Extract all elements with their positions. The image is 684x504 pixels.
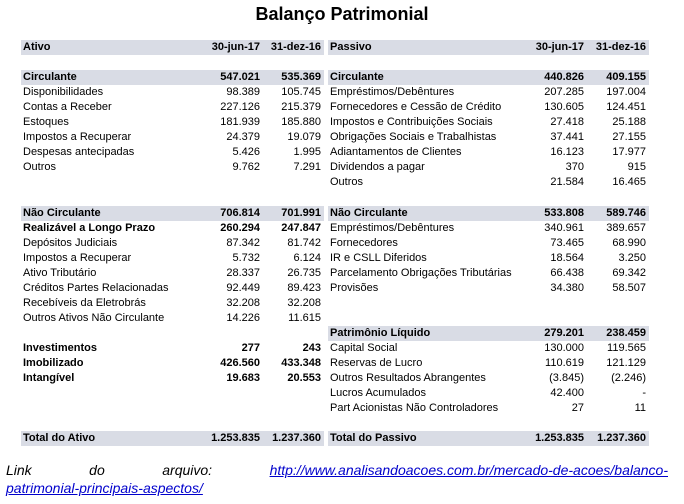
footer-prefix: Link do arquivo: <box>6 462 213 478</box>
passivo-label: Fornecedores <box>330 236 398 249</box>
passivo-line-row <box>328 100 649 115</box>
passivo-value-2017: 130.605 <box>544 101 584 114</box>
passivo-value-2016: 915 <box>627 161 646 174</box>
footer-line-2 <box>6 479 668 497</box>
passivo-value-2017: 34.380 <box>550 281 584 294</box>
passivo-line-row <box>328 115 649 130</box>
passivo-spacer-row <box>328 296 649 311</box>
ativo-line-row <box>21 236 324 251</box>
passivo-line-row <box>328 130 649 145</box>
ativo-value-2017: 706.814 <box>199 206 263 221</box>
passivo-value-2017 <box>524 55 587 70</box>
ativo-label: Contas a Receber <box>23 101 112 114</box>
ativo-spacer-row <box>21 55 324 70</box>
passivo-section-row <box>328 326 649 341</box>
ativo-value-2017: 9.762 <box>232 161 260 174</box>
passivo-spacer-row <box>328 416 649 431</box>
passivo-value-2016 <box>587 311 649 326</box>
passivo-value-2016: 119.565 <box>607 341 646 354</box>
passivo-line-row <box>328 145 649 160</box>
ativo-line-row <box>21 115 324 130</box>
passivo-line-row <box>328 236 649 251</box>
ativo-spacer-row <box>21 175 324 190</box>
ativo-section-row <box>21 431 324 446</box>
ativo-value-2016: 433.348 <box>281 357 321 369</box>
passivo-value-2017: 27.418 <box>550 116 584 129</box>
ativo-value-2017: 260.294 <box>220 221 260 234</box>
ativo-line-row <box>21 371 324 386</box>
ativo-label: Disponibilidades <box>23 86 104 99</box>
passivo-label: Reservas de Lucro <box>330 357 423 369</box>
ativo-line-row <box>21 296 324 311</box>
passivo-value-2017: (3.845) <box>549 372 584 385</box>
ativo-label <box>21 416 199 431</box>
source-link[interactable]: http://www.analisandoacoes.com.br/mercado-de-acoes/balanco- <box>269 462 668 478</box>
passivo-label <box>328 55 524 70</box>
passivo-label: Passivo <box>328 40 524 55</box>
footer-link-text <box>6 461 668 497</box>
passivo-value-2016: 27.155 <box>612 131 646 144</box>
ativo-value-2016: 89.423 <box>287 281 321 294</box>
passivo-value-2017: 73.465 <box>550 236 584 249</box>
passivo-label: Dividendos a pagar <box>330 161 425 174</box>
ativo-spacer-row <box>21 401 324 416</box>
passivo-line-row <box>328 341 649 356</box>
passivo-value-2017: 66.438 <box>550 266 584 279</box>
ativo-value-2017: 426.560 <box>220 357 260 369</box>
ativo-value-2016 <box>263 190 324 205</box>
passivo-label: Circulante <box>328 70 524 85</box>
passivo-value-2016: 197.004 <box>606 86 646 99</box>
passivo-value-2017 <box>524 190 587 205</box>
ativo-value-2016: 247.847 <box>281 221 321 234</box>
passivo-line-row <box>328 266 649 281</box>
passivo-label: Total do Passivo <box>328 431 524 446</box>
passivo-section-row <box>328 70 649 85</box>
passivo-value-2016: (2.246) <box>611 372 646 385</box>
ativo-value-2017: 1.253.835 <box>199 431 263 446</box>
ativo-spacer-row <box>21 416 324 431</box>
passivo-value-2017: 18.564 <box>550 251 584 264</box>
ativo-section-row <box>21 70 324 85</box>
passivo-value-2017: 1.253.835 <box>524 431 587 446</box>
passivo-value-2017: 42.400 <box>550 387 584 400</box>
ativo-value-2016 <box>263 55 324 70</box>
ativo-value-2016: 243 <box>302 341 321 354</box>
passivo-value-2017: 207.285 <box>544 86 584 99</box>
ativo-label: Outros <box>23 161 57 174</box>
passivo-value-2016: 69.342 <box>612 266 646 279</box>
ativo-value-2016: 701.991 <box>263 206 324 221</box>
passivo-value-2017: 16.123 <box>550 146 584 159</box>
ativo-value-2017 <box>199 175 263 190</box>
ativo-line-row <box>21 341 324 356</box>
ativo-value-2016 <box>263 175 324 190</box>
ativo-line-row <box>21 311 324 326</box>
passivo-value-2016: 11 <box>634 402 646 415</box>
passivo-line-row <box>328 221 649 236</box>
passivo-label: Fornecedores e Cessão de Crédito <box>330 101 502 114</box>
passivo-label: Parcelamento Obrigações Tributárias <box>330 266 512 279</box>
passivo-section-row <box>328 40 649 55</box>
passivo-label: Outros <box>330 176 364 189</box>
ativo-value-2017: 24.379 <box>226 131 260 144</box>
ativo-label: Estoques <box>23 116 69 129</box>
ativo-value-2017: 87.342 <box>226 236 260 249</box>
passivo-value-2016 <box>587 190 649 205</box>
passivo-line-row <box>328 356 649 371</box>
passivo-value-2016: 68.990 <box>612 236 646 249</box>
ativo-line-row <box>21 160 324 175</box>
passivo-value-2017 <box>524 296 587 311</box>
ativo-label: Despesas antecipadas <box>23 146 135 159</box>
ativo-line-row <box>21 145 324 160</box>
passivo-value-2016: 58.507 <box>612 281 646 294</box>
ativo-section-row <box>21 206 324 221</box>
passivo-label <box>328 190 524 205</box>
passivo-label: Empréstimos/Debêntures <box>330 221 455 234</box>
passivo-spacer-row <box>328 190 649 205</box>
passivo-line-row <box>328 160 649 175</box>
passivo-value-2016: 17.977 <box>612 146 646 159</box>
ativo-value-2016 <box>263 326 324 341</box>
ativo-label: Créditos Partes Relacionadas <box>23 281 169 294</box>
ativo-label: Circulante <box>21 70 199 85</box>
ativo-value-2017 <box>199 401 263 416</box>
ativo-value-2016: 185.880 <box>281 116 321 129</box>
passivo-value-2016: 16.465 <box>612 176 646 189</box>
ativo-value-2016: 6.124 <box>293 251 321 264</box>
passivo-value-2016 <box>587 296 649 311</box>
ativo-line-row <box>21 251 324 266</box>
ativo-value-2016: 215.379 <box>281 101 321 114</box>
passivo-spacer-row <box>328 55 649 70</box>
passivo-label: Outros Resultados Abrangentes <box>330 372 486 385</box>
passivo-label: Impostos e Contribuições Sociais <box>330 116 493 129</box>
ativo-value-2017: 30-jun-17 <box>199 40 263 55</box>
passivo-value-2017: 340.961 <box>544 221 584 234</box>
ativo-value-2017: 227.126 <box>220 101 260 114</box>
ativo-label: Outros Ativos Não Circulante <box>23 311 165 324</box>
ativo-value-2016: 7.291 <box>293 161 321 174</box>
ativo-value-2017: 14.226 <box>226 311 260 324</box>
footer-line-1 <box>6 461 668 479</box>
ativo-value-2016: 32.208 <box>287 296 321 309</box>
ativo-label <box>21 386 199 401</box>
passivo-line-row <box>328 401 649 416</box>
passivo-value-2017: 279.201 <box>524 326 587 341</box>
ativo-value-2017: 92.449 <box>226 281 260 294</box>
passivo-value-2017 <box>524 416 587 431</box>
passivo-value-2016 <box>587 416 649 431</box>
ativo-label: Intangível <box>23 372 75 385</box>
passivo-label: Part Acionistas Não Controladores <box>330 402 499 415</box>
ativo-value-2016: 19.079 <box>287 131 321 144</box>
passivo-value-2016: - <box>642 387 646 400</box>
ativo-label: Total do Ativo <box>21 431 199 446</box>
passivo-value-2017: 37.441 <box>550 131 584 144</box>
passivo-value-2016: 389.657 <box>606 221 646 234</box>
page-title: Balanço Patrimonial <box>255 4 429 24</box>
ativo-value-2016: 31-dez-16 <box>263 40 324 55</box>
ativo-value-2016: 26.735 <box>287 266 321 279</box>
ativo-line-row <box>21 130 324 145</box>
passivo-value-2016: 25.188 <box>612 116 646 129</box>
ativo-value-2017: 98.389 <box>226 86 260 99</box>
ativo-value-2016: 535.369 <box>263 70 324 85</box>
passivo-section-row <box>328 206 649 221</box>
passivo-value-2017: 30-jun-17 <box>524 40 587 55</box>
passivo-label <box>328 296 524 311</box>
ativo-label <box>21 326 199 341</box>
ativo-section-row <box>21 40 324 55</box>
ativo-value-2016: 1.237.360 <box>263 431 324 446</box>
ativo-table <box>21 40 324 446</box>
ativo-value-2016: 20.553 <box>287 372 321 385</box>
ativo-value-2017: 181.939 <box>220 116 260 129</box>
passivo-value-2017: 130.000 <box>544 341 584 354</box>
ativo-label <box>21 401 199 416</box>
ativo-value-2017: 28.337 <box>226 266 260 279</box>
ativo-value-2016: 1.995 <box>293 146 321 159</box>
ativo-label <box>21 55 199 70</box>
passivo-section-row <box>328 431 649 446</box>
ativo-spacer-row <box>21 326 324 341</box>
passivo-value-2017: 21.584 <box>550 176 584 189</box>
ativo-label: Investimentos <box>23 341 97 354</box>
passivo-value-2017 <box>524 311 587 326</box>
ativo-label <box>21 175 199 190</box>
passivo-label: IR e CSLL Diferidos <box>330 251 427 264</box>
passivo-line-row <box>328 175 649 190</box>
ativo-line-row <box>21 100 324 115</box>
ativo-label <box>21 190 199 205</box>
ativo-value-2017: 19.683 <box>226 372 260 385</box>
ativo-value-2017: 5.426 <box>232 146 260 159</box>
ativo-label: Não Circulante <box>21 206 199 221</box>
ativo-value-2016 <box>263 386 324 401</box>
passivo-label: Provisões <box>330 281 379 294</box>
passivo-value-2016: 1.237.360 <box>587 431 649 446</box>
ativo-label: Impostos a Recuperar <box>23 131 132 144</box>
ativo-label: Ativo <box>21 40 199 55</box>
passivo-value-2016: 409.155 <box>587 70 649 85</box>
ativo-value-2016 <box>263 416 324 431</box>
ativo-label: Ativo Tributário <box>23 266 97 279</box>
passivo-value-2016: 121.129 <box>606 357 646 369</box>
passivo-label: Lucros Acumulados <box>330 387 426 400</box>
passivo-value-2017: 110.619 <box>545 357 584 369</box>
passivo-value-2017: 440.826 <box>524 70 587 85</box>
passivo-value-2016: 238.459 <box>587 326 649 341</box>
ativo-line-row <box>21 221 324 236</box>
ativo-value-2017: 5.732 <box>232 251 260 264</box>
passivo-value-2016: 31-dez-16 <box>587 40 649 55</box>
ativo-label: Depósitos Judiciais <box>23 236 118 249</box>
passivo-value-2017: 533.808 <box>524 206 587 221</box>
passivo-table <box>328 40 649 446</box>
ativo-label: Imobilizado <box>23 357 84 369</box>
ativo-value-2017 <box>199 190 263 205</box>
passivo-line-row <box>328 85 649 100</box>
passivo-line-row <box>328 386 649 401</box>
passivo-value-2016: 124.451 <box>606 101 646 114</box>
ativo-value-2017 <box>199 55 263 70</box>
ativo-value-2017: 277 <box>241 341 260 354</box>
ativo-value-2016: 105.745 <box>281 86 321 99</box>
passivo-line-row <box>328 281 649 296</box>
ativo-value-2017: 547.021 <box>199 70 263 85</box>
ativo-value-2016: 81.742 <box>287 236 321 249</box>
ativo-line-row <box>21 266 324 281</box>
ativo-spacer-row <box>21 386 324 401</box>
ativo-spacer-row <box>21 190 324 205</box>
passivo-label: Capital Social <box>330 341 398 354</box>
passivo-value-2016: 589.746 <box>587 206 649 221</box>
ativo-value-2017 <box>199 326 263 341</box>
ativo-line-row <box>21 85 324 100</box>
passivo-label <box>328 416 524 431</box>
passivo-line-row <box>328 251 649 266</box>
ativo-line-row <box>21 356 324 371</box>
passivo-line-row <box>328 371 649 386</box>
ativo-line-row <box>21 281 324 296</box>
ativo-value-2017 <box>199 386 263 401</box>
passivo-label: Adiantamentos de Clientes <box>330 146 462 159</box>
passivo-value-2017: 370 <box>565 161 584 174</box>
ativo-value-2016: 11.615 <box>288 311 321 324</box>
passivo-label: Patrimônio Líquido <box>328 326 524 341</box>
passivo-label: Não Circulante <box>328 206 524 221</box>
passivo-value-2016: 3.250 <box>618 251 646 264</box>
ativo-label: Realizável a Longo Prazo <box>23 221 156 234</box>
ativo-value-2017 <box>199 416 263 431</box>
ativo-label: Impostos a Recuperar <box>23 251 132 264</box>
ativo-value-2016 <box>263 401 324 416</box>
passivo-value-2017: 27 <box>571 402 584 415</box>
passivo-label: Obrigações Sociais e Trabalhistas <box>330 131 497 144</box>
passivo-spacer-row <box>328 311 649 326</box>
passivo-value-2016 <box>587 55 649 70</box>
source-link-continued[interactable]: patrimonial-principais-aspectos/ <box>6 480 203 496</box>
ativo-value-2017: 32.208 <box>226 296 260 309</box>
passivo-label: Empréstimos/Debêntures <box>330 86 455 99</box>
passivo-label <box>328 311 524 326</box>
ativo-label: Recebíveis da Eletrobrás <box>23 296 146 309</box>
